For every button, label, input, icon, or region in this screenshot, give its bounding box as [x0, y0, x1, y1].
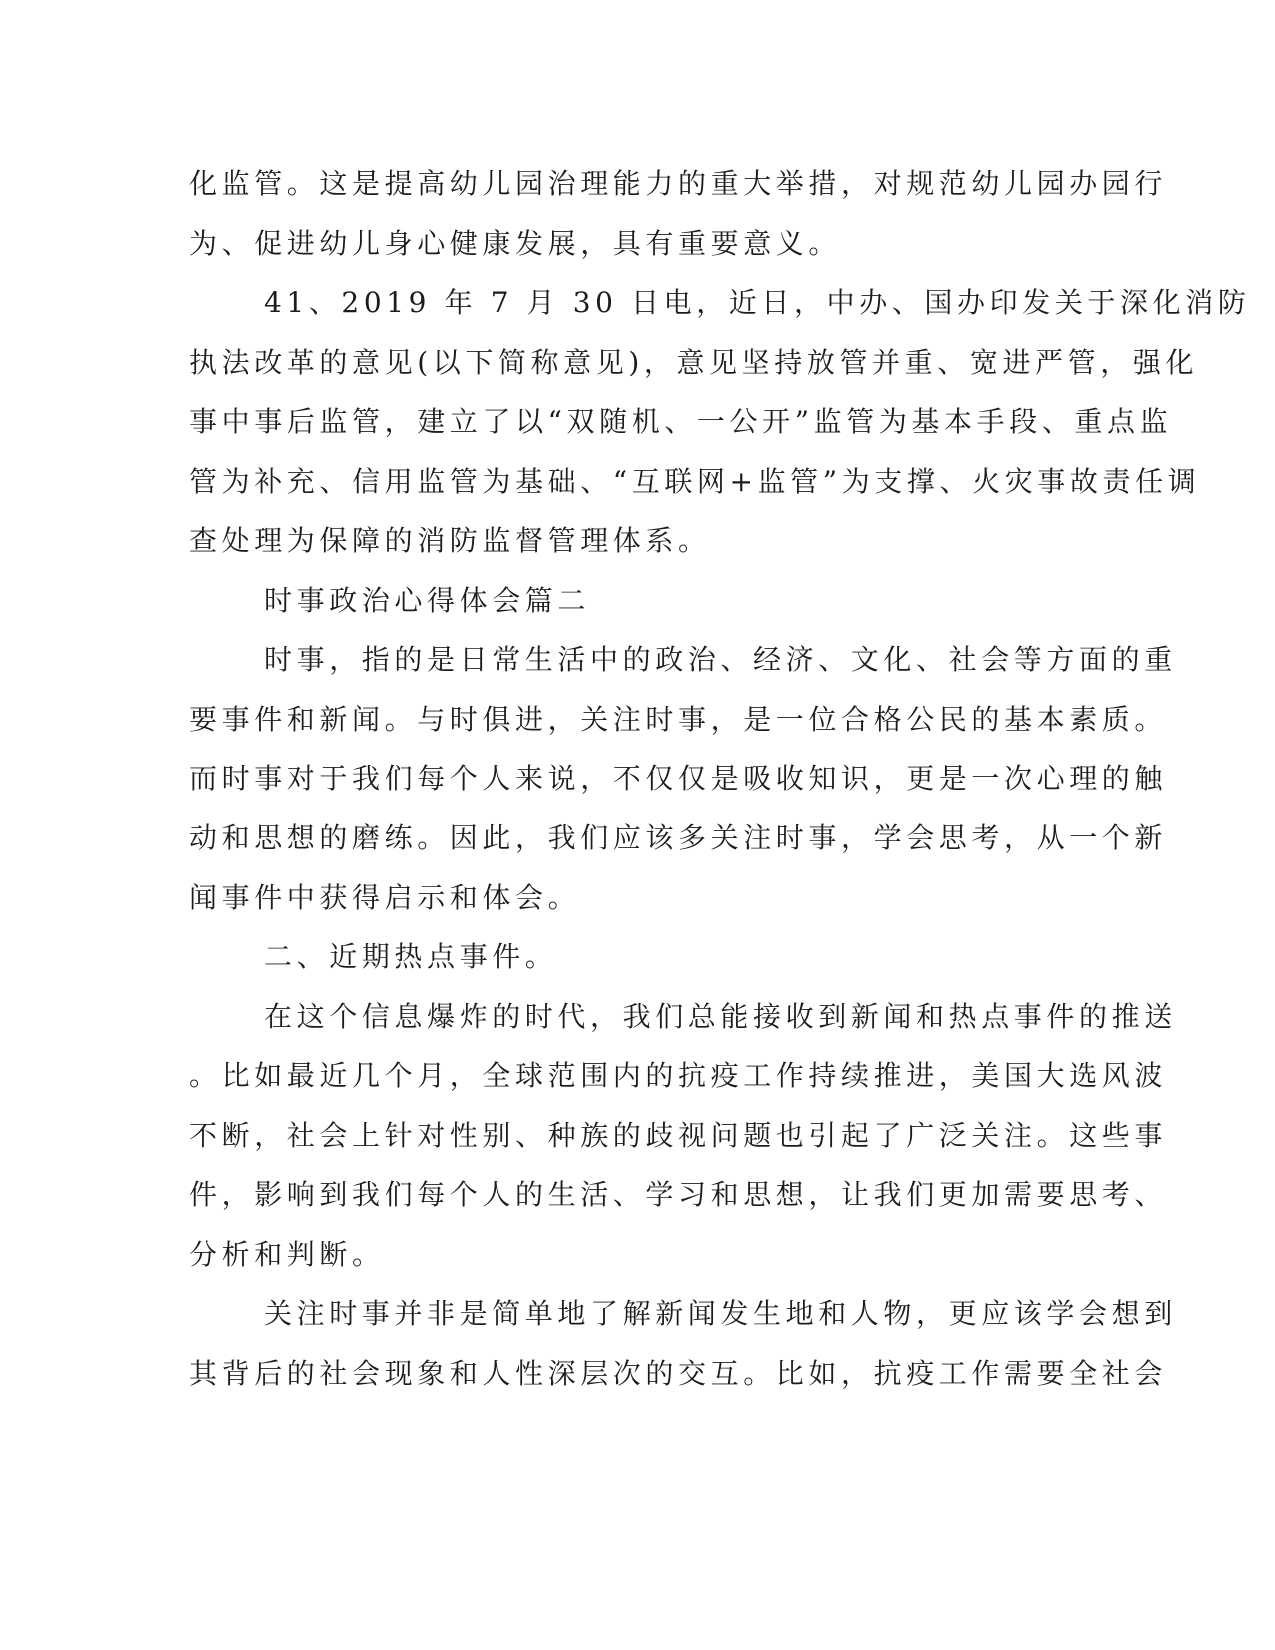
- text-line: 事中事后监管，建立了以“双随机、一公开”监管为基本手段、重点监: [189, 405, 1173, 438]
- subheading: 二、近期热点事件。: [264, 940, 558, 973]
- text-line: 41、2019 年 7 月 30 日电，近日，中办、国办印发关于深化消防: [264, 286, 1251, 319]
- text-line: 其背后的社会现象和人性深层次的交互。比如，抗疫工作需要全社会: [189, 1357, 1168, 1390]
- text-line: 查处理为保障的消防监督管理体系。: [189, 524, 711, 557]
- text-line: 分析和判断。: [189, 1238, 385, 1271]
- text-line: 在这个信息爆炸的时代，我们总能接收到新闻和热点事件的推送: [264, 1000, 1177, 1033]
- text-line: 化监管。这是提高幼儿园治理能力的重大举措，对规范幼儿园办园行: [189, 167, 1168, 200]
- text-line: 要事件和新闻。与时俱进，关注时事，是一位合格公民的基本素质。: [189, 703, 1168, 736]
- text-line: 关注时事并非是简单地了解新闻发生地和人物，更应该学会想到: [264, 1297, 1177, 1330]
- text-line: 不断，社会上针对性别、种族的歧视问题也引起了广泛关注。这些事: [189, 1119, 1168, 1152]
- section-heading: 时事政治心得体会篇二: [264, 584, 591, 617]
- text-line: 管为补充、信用监管为基础、“互联网+监管”为支撑、火灾事故责任调: [189, 465, 1201, 498]
- text-line: 为、促进幼儿身心健康发展，具有重要意义。: [189, 227, 842, 260]
- text-line: 执法改革的意见(以下简称意见)，意见坚持放管并重、宽进严管，强化: [189, 346, 1199, 379]
- text-line: 件，影响到我们每个人的生活、学习和思想，让我们更加需要思考、: [189, 1178, 1168, 1211]
- text-line: 而时事对于我们每个人来说，不仅仅是吸收知识，更是一次心理的触: [189, 762, 1168, 795]
- text-line: 动和思想的磨练。因此，我们应该多关注时事，学会思考，从一个新: [189, 821, 1168, 854]
- text-line: 时事，指的是日常生活中的政治、经济、文化、社会等方面的重: [264, 643, 1177, 676]
- text-line: 闻事件中获得启示和体会。: [189, 881, 581, 914]
- text-line: 。比如最近几个月，全球范围内的抗疫工作持续推进，美国大选风波: [189, 1059, 1168, 1092]
